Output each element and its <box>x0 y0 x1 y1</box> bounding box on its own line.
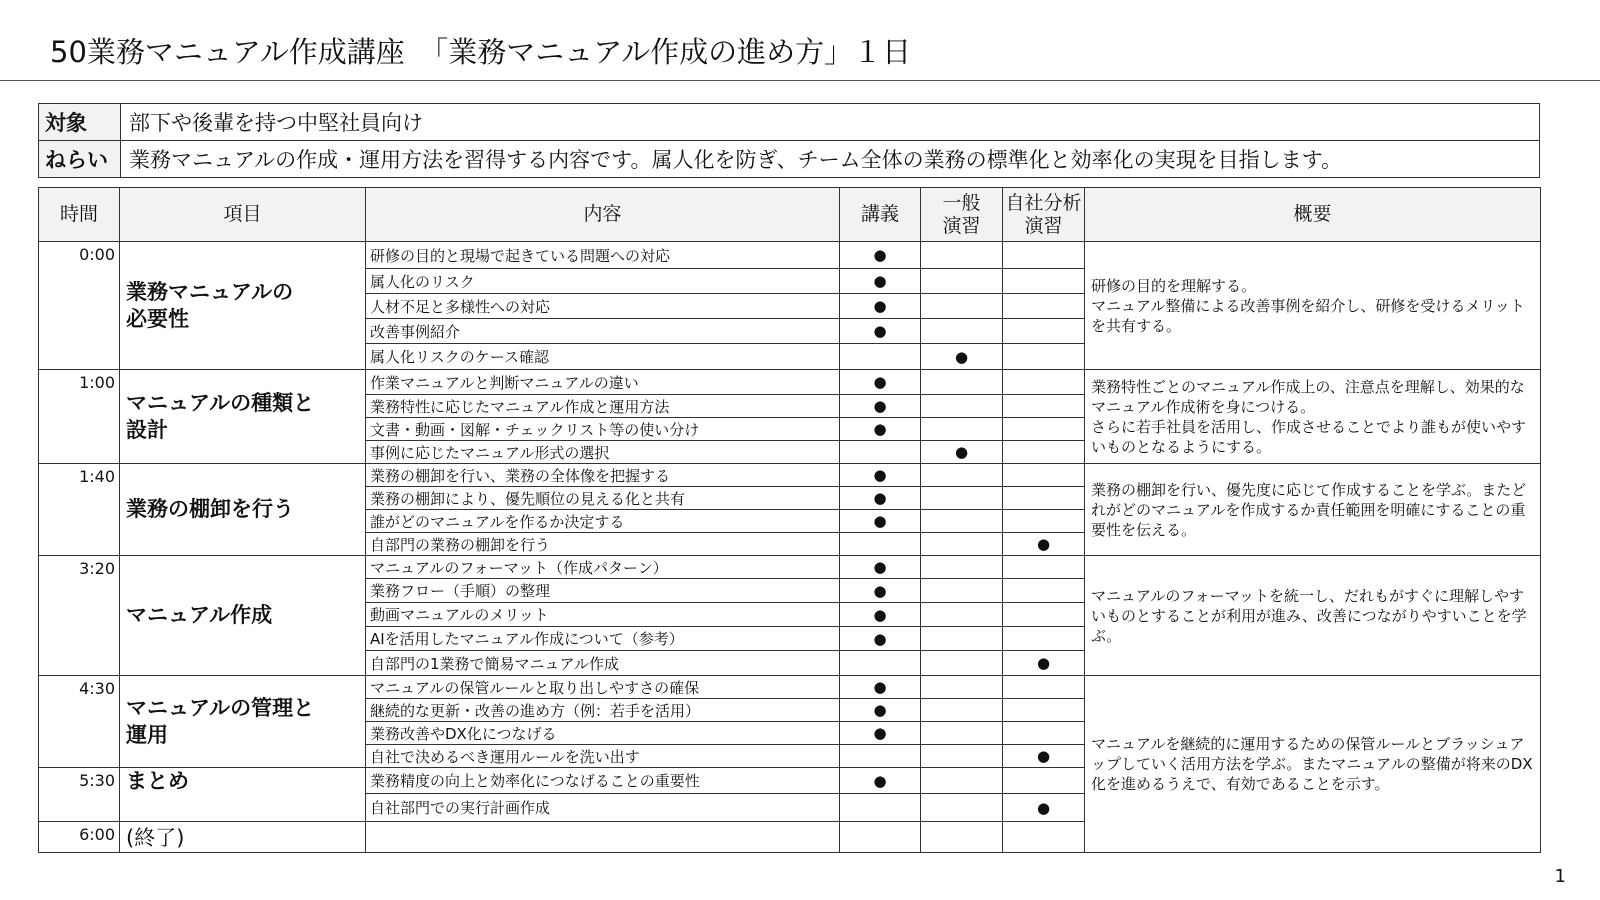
content-cell: 誰がどのマニュアルを作るか決定する <box>366 510 840 533</box>
summary-cell <box>1085 370 1541 464</box>
mark-cell <box>1003 294 1085 319</box>
mark-cell <box>1003 556 1085 579</box>
mark-cell <box>840 822 921 853</box>
bullet-mark: ● <box>873 771 887 790</box>
mark-cell <box>1003 676 1085 699</box>
page-title: 50業務マニュアル作成講座 「業務マニュアル作成の進め方」１日 <box>50 35 912 69</box>
topic-line1: マニュアルの種類と <box>126 390 315 415</box>
time-cell: 1:40 <box>39 464 120 556</box>
mark-cell <box>840 395 921 418</box>
mark-cell <box>840 242 921 269</box>
mark-cell <box>1003 768 1085 794</box>
mark-cell <box>840 418 921 441</box>
page-number: 1 <box>1554 866 1566 887</box>
schedule-table <box>38 187 1541 853</box>
content-cell: 文書・動画・図解・チェックリスト等の使い分け <box>366 418 840 441</box>
mark-cell <box>1003 651 1085 676</box>
time-cell: 4:30 <box>39 676 120 768</box>
mark-cell <box>1003 319 1085 344</box>
bullet-mark: ● <box>873 558 887 576</box>
header-lecture: 講義 <box>840 188 921 242</box>
mark-cell <box>1003 794 1085 822</box>
content-cell: 自部門の1業務で簡易マニュアル作成 <box>366 651 840 676</box>
mark-cell <box>921 319 1003 344</box>
bullet-mark: ● <box>954 347 969 366</box>
bullet-mark: ● <box>873 272 887 290</box>
mark-cell <box>840 370 921 395</box>
topic-cell <box>120 464 366 556</box>
schedule-row <box>39 556 1541 579</box>
mark-cell <box>921 699 1003 722</box>
mark-cell <box>1003 510 1085 533</box>
bullet-mark: ● <box>873 512 887 530</box>
topic-cell <box>120 768 366 822</box>
header-summary: 概要 <box>1085 188 1541 242</box>
bullet-mark: ● <box>873 397 887 415</box>
mark-cell <box>1003 370 1085 395</box>
schedule-row <box>39 242 1541 269</box>
time-cell: 5:30 <box>39 768 120 822</box>
mark-cell <box>921 794 1003 822</box>
content-cell: 自部門の業務の棚卸を行う <box>366 533 840 556</box>
content-cell: 自社で決めるべき運用ルールを洗い出す <box>366 745 840 768</box>
content-cell: 業務の棚卸を行い、業務の全体像を把握する <box>366 464 840 487</box>
mark-cell <box>1003 418 1085 441</box>
summary-text: 業務の棚卸を行い、優先度に応じて作成することを学ぶ。またどれがどのマニュアルを作成するか責任範囲を明確にすることの重要性を伝える。 <box>1091 480 1527 539</box>
bullet-mark: ● <box>873 420 887 438</box>
schedule-row <box>39 370 1541 395</box>
target-row <box>39 104 1540 141</box>
content-cell: 継続的な更新・改善の進め方（例：若手を活用） <box>366 699 840 722</box>
header-inhouse-line2: 演習 <box>1024 214 1063 237</box>
mark-cell <box>921 395 1003 418</box>
content-cell: 人材不足と多様性への対応 <box>366 294 840 319</box>
mark-cell <box>840 579 921 603</box>
content-cell <box>366 822 840 853</box>
topic-line1: まとめ <box>126 769 189 793</box>
header-inhouse-exercise <box>1003 188 1085 242</box>
summary-text: 業務特性ごとのマニュアル作成上の、注意点を理解し、効果的なマニュアル作成術を身につける。 さらに若手社員を活用し、作成させることでより誰もが使いやすいものとなるようにする。 <box>1091 377 1527 456</box>
bullet-mark: ● <box>873 466 887 484</box>
bullet-mark: ● <box>954 443 969 461</box>
mark-cell <box>921 269 1003 294</box>
bullet-mark: ● <box>1036 535 1051 553</box>
mark-cell <box>921 676 1003 699</box>
mark-cell <box>1003 627 1085 651</box>
bullet-mark: ● <box>873 246 887 264</box>
summary-cell <box>1085 676 1541 853</box>
bullet-mark: ● <box>873 489 887 507</box>
bullet-mark: ● <box>873 605 887 624</box>
mark-cell <box>921 418 1003 441</box>
content-cell: マニュアルの保管ルールと取り出しやすさの確保 <box>366 676 840 699</box>
mark-cell <box>921 370 1003 395</box>
header-general-line1: 一般 <box>942 191 981 214</box>
content-cell: 事例に応じたマニュアル形式の選択 <box>366 441 840 464</box>
aim-row <box>39 141 1540 178</box>
mark-cell <box>921 464 1003 487</box>
mark-cell <box>840 603 921 627</box>
mark-cell <box>1003 603 1085 627</box>
end-label-cell: (終了) <box>120 822 366 853</box>
mark-cell <box>921 822 1003 853</box>
header-time: 時間 <box>39 188 120 242</box>
topic-line1: 業務の棚卸を行う <box>126 497 294 521</box>
content-cell: 改善事例紹介 <box>366 319 840 344</box>
summary-text: マニュアルを継続的に運用するための保管ルールとブラッシュアップしていく活用方法を学ぶ。またマニュアルの整備が将来のDX化を進めるうえで、有効であることを示す。 <box>1091 735 1533 793</box>
title-divider <box>0 80 1600 81</box>
topic-line1: マニュアルの管理と <box>126 695 315 720</box>
summary-cell <box>1085 242 1541 370</box>
mark-cell <box>1003 242 1085 269</box>
mark-cell <box>1003 533 1085 556</box>
mark-cell <box>1003 699 1085 722</box>
mark-cell <box>1003 579 1085 603</box>
summary-cell <box>1085 556 1541 676</box>
topic-cell <box>120 556 366 676</box>
schedule-row <box>39 464 1541 487</box>
mark-cell <box>921 487 1003 510</box>
bullet-mark: ● <box>1036 654 1051 672</box>
mark-cell <box>840 510 921 533</box>
mark-cell <box>840 319 921 344</box>
target-table <box>38 103 1540 178</box>
topic-cell <box>120 370 366 464</box>
mark-cell <box>840 627 921 651</box>
mark-cell <box>840 344 921 370</box>
mark-cell <box>840 556 921 579</box>
bullet-mark: ● <box>873 724 887 742</box>
mark-cell <box>840 745 921 768</box>
summary-text: マニュアルのフォーマットを統一し、だれもがすぐに理解しやすいものとすることが利用が進み、改善につながりやすいことを学ぶ。 <box>1091 586 1527 645</box>
content-cell: 業務精度の向上と効率化につなげることの重要性 <box>366 768 840 794</box>
mark-cell <box>1003 269 1085 294</box>
mark-cell <box>1003 822 1085 853</box>
content-cell: 動画マニュアルのメリット <box>366 603 840 627</box>
bullet-mark: ● <box>873 373 887 391</box>
time-cell: 3:20 <box>39 556 120 676</box>
content-cell: 業務特性に応じたマニュアル作成と運用方法 <box>366 395 840 418</box>
mark-cell <box>840 651 921 676</box>
content-cell: 属人化のリスク <box>366 269 840 294</box>
header-inhouse-line1: 自社分析 <box>1005 191 1082 214</box>
mark-cell <box>921 579 1003 603</box>
topic-cell <box>120 676 366 768</box>
mark-cell <box>840 768 921 794</box>
content-cell: 自社部門での実行計画作成 <box>366 794 840 822</box>
mark-cell <box>840 269 921 294</box>
content-cell: 作業マニュアルと判断マニュアルの違い <box>366 370 840 395</box>
topic-line1: 業務マニュアルの <box>126 279 294 304</box>
bullet-mark: ● <box>1036 798 1051 817</box>
mark-cell <box>840 294 921 319</box>
content-cell: 研修の目的と現場で起きている問題への対応 <box>366 242 840 269</box>
mark-cell <box>1003 487 1085 510</box>
mark-cell <box>921 242 1003 269</box>
mark-cell <box>921 651 1003 676</box>
header-topic: 項目 <box>120 188 366 242</box>
bullet-mark: ● <box>873 297 887 315</box>
content-cell: 業務フロー（手順）の整理 <box>366 579 840 603</box>
content-cell: マニュアルのフォーマット（作成パターン） <box>366 556 840 579</box>
header-general-exercise <box>921 188 1003 242</box>
mark-cell <box>921 556 1003 579</box>
schedule-row <box>39 676 1541 699</box>
mark-cell <box>921 533 1003 556</box>
mark-cell <box>1003 395 1085 418</box>
mark-cell <box>1003 722 1085 745</box>
mark-cell <box>921 603 1003 627</box>
topic-line1: マニュアル作成 <box>126 603 273 627</box>
summary-text: 研修の目的を理解する。 マニュアル整備による改善事例を紹介し、研修を受けるメリットを共有する。 <box>1091 276 1525 335</box>
topic-line2: 必要性 <box>126 306 189 331</box>
mark-cell <box>921 441 1003 464</box>
bullet-mark: ● <box>873 322 887 340</box>
mark-cell <box>921 510 1003 533</box>
header-general-line2: 演習 <box>942 214 981 237</box>
content-cell: 業務改善やDX化につなげる <box>366 722 840 745</box>
topic-line2: 設計 <box>126 417 168 442</box>
bullet-mark: ● <box>1036 747 1051 765</box>
topic-line2: 運用 <box>126 722 168 747</box>
mark-cell <box>840 464 921 487</box>
header-content: 内容 <box>366 188 840 242</box>
time-cell: 1:00 <box>39 370 120 464</box>
end-time-cell: 6:00 <box>39 822 120 853</box>
mark-cell <box>1003 441 1085 464</box>
bullet-mark: ● <box>873 678 887 696</box>
summary-cell <box>1085 464 1541 556</box>
bullet-mark: ● <box>873 581 887 600</box>
mark-cell <box>1003 745 1085 768</box>
schedule-header-row <box>39 188 1541 242</box>
mark-cell <box>921 768 1003 794</box>
target-value: 部下や後輩を持つ中堅社員向け <box>121 104 1540 141</box>
mark-cell <box>840 441 921 464</box>
mark-cell <box>840 487 921 510</box>
mark-cell <box>921 344 1003 370</box>
mark-cell <box>840 533 921 556</box>
content-cell: 属人化リスクのケース確認 <box>366 344 840 370</box>
target-label: 対象 <box>39 104 121 141</box>
mark-cell <box>921 627 1003 651</box>
mark-cell <box>921 722 1003 745</box>
mark-cell <box>1003 344 1085 370</box>
mark-cell <box>921 745 1003 768</box>
mark-cell <box>1003 464 1085 487</box>
topic-cell <box>120 242 366 370</box>
content-cell: AIを活用したマニュアル作成について（参考） <box>366 627 840 651</box>
mark-cell <box>840 699 921 722</box>
aim-label: ねらい <box>39 141 121 178</box>
mark-cell <box>840 676 921 699</box>
aim-value: 業務マニュアルの作成・運用方法を習得する内容です。属人化を防ぎ、チーム全体の業務の標準化と効率化の実現を目指します。 <box>121 141 1540 178</box>
mark-cell <box>840 722 921 745</box>
time-cell: 0:00 <box>39 242 120 370</box>
bullet-mark: ● <box>873 701 887 719</box>
content-cell: 業務の棚卸により、優先順位の見える化と共有 <box>366 487 840 510</box>
bullet-mark: ● <box>873 629 887 648</box>
mark-cell <box>840 794 921 822</box>
mark-cell <box>921 294 1003 319</box>
